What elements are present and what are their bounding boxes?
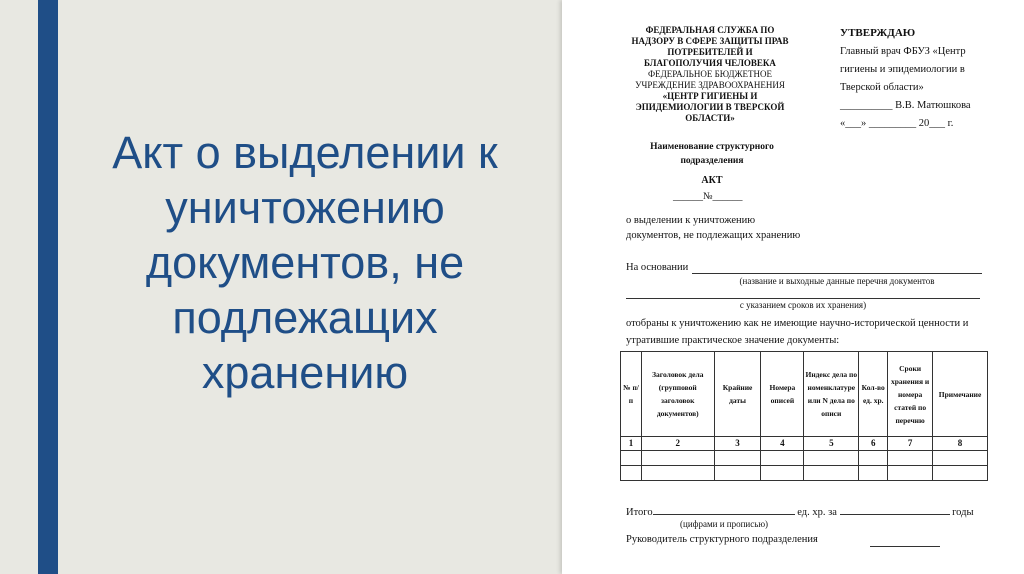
basis-line [692, 273, 982, 274]
head-label: Руководитель структурного подразделения [626, 534, 818, 545]
org-header-line: УЧРЕЖДЕНИЕ ЗДРАВООХРАНЕНИЯ [635, 80, 785, 90]
table-cell [888, 466, 933, 481]
total-years: годы [952, 507, 974, 518]
approval-signature: __________ В.В. Матюшкова [840, 100, 971, 111]
table-cell: 2 [641, 437, 714, 451]
approval-date: «___» _________ 20___ г. [840, 118, 954, 129]
table-cell: 3 [714, 437, 761, 451]
table-cell [888, 451, 933, 466]
table-cell [859, 451, 888, 466]
table-header-row [621, 352, 988, 437]
table-cell [641, 451, 714, 466]
total-blank [653, 514, 795, 515]
table-cell [761, 466, 804, 481]
org-header-line: ФЕДЕРАЛЬНАЯ СЛУЖБА ПО [645, 25, 775, 35]
org-header-line: ОБЛАСТИ» [685, 113, 735, 123]
accent-stripe [38, 0, 58, 574]
table-cell: 6 [859, 437, 888, 451]
approval-line: Главный врач ФБУЗ «Центр [840, 46, 966, 57]
approval-line: гигиены и эпидемиологии в [840, 64, 965, 75]
table-cell [859, 466, 888, 481]
table-header-cell: Индекс дела по номенклатуре или N дела по описи [804, 352, 859, 437]
org-header-line: ЭПИДЕМИОЛОГИИ В ТВЕРСКОЙ [635, 102, 785, 112]
basis-hint-2: с указанием сроков их хранения) [739, 300, 867, 310]
total-years-blank [840, 514, 950, 515]
table-cell [933, 466, 988, 481]
act-subject-line: о выделении к уничтожению [626, 215, 756, 226]
table-cell: 5 [804, 437, 859, 451]
table-cell [641, 466, 714, 481]
table-row [621, 451, 988, 466]
table-header-cell: Кол-во ед. хр. [859, 352, 888, 437]
table-header-cell: Сроки хранения и номера статей по перечню [888, 352, 933, 437]
unit-name [632, 140, 792, 168]
approval-title: УТВЕРЖДАЮ [840, 27, 916, 39]
org-header-line: НАДЗОРУ В СФЕРЕ ЗАЩИТЫ ПРАВ [631, 36, 789, 46]
approval-line: Тверской области» [840, 82, 924, 93]
act-subject-line: документов, не подлежащих хранению [626, 230, 801, 241]
table-cell [804, 451, 859, 466]
basis-line-2 [626, 298, 980, 299]
unit-name-line: Наименование структурного [650, 142, 774, 152]
table-header-cell: Примечание [933, 352, 988, 437]
table-row [621, 437, 988, 451]
total-hint: (цифрами и прописью) [680, 519, 769, 529]
total-label: Итого [626, 507, 653, 518]
total-units: ед. хр. за [797, 507, 837, 518]
unit-name-line: подразделения [680, 156, 744, 166]
table-row [621, 466, 988, 481]
org-header-line: ФЕДЕРАЛЬНОЕ БЮДЖЕТНОЕ [647, 69, 773, 79]
selected-text-line: отобраны к уничтожению как не имеющие научно-исторической ценности и [626, 318, 969, 329]
table-cell: 4 [761, 437, 804, 451]
documents-table [620, 351, 988, 481]
table-cell: 1 [621, 437, 642, 451]
act-title: АКТ [701, 175, 723, 186]
table-cell [621, 466, 642, 481]
table-cell [714, 466, 761, 481]
table-header-cell: Номера описей [761, 352, 804, 437]
table-header-cell: Крайние даты [714, 352, 761, 437]
act-subject [626, 213, 800, 243]
table-cell: 8 [933, 437, 988, 451]
total-row [626, 507, 974, 518]
slide-title: Акт о выделении к уничтожению документов, не подлежащих хранению [112, 127, 498, 398]
org-header-line: «ЦЕНТР ГИГИЕНЫ И [662, 91, 758, 101]
table-cell [933, 451, 988, 466]
org-header-line: ПОТРЕБИТЕЛЕЙ И [667, 47, 753, 57]
basis-label: На основании [626, 262, 689, 273]
act-number: ______№______ [673, 191, 743, 202]
table-cell [761, 451, 804, 466]
table-header-cell: № п/п [621, 352, 642, 437]
table-cell [714, 451, 761, 466]
table-cell: 7 [888, 437, 933, 451]
head-signature-line [870, 546, 940, 547]
table-cell [621, 451, 642, 466]
approval-block [840, 24, 971, 133]
selected-text [626, 315, 968, 349]
selected-text-line: утратившие практическое значение документы: [626, 335, 840, 346]
basis-hint: (название и выходные данные перечня документов [739, 276, 935, 286]
table-header-cell: Заголовок дела (групповой заголовок документов) [641, 352, 714, 437]
table-cell [804, 466, 859, 481]
org-header [610, 25, 810, 124]
document-page [562, 0, 1024, 574]
org-header-line: БЛАГОПОЛУЧИЯ ЧЕЛОВЕКА [644, 58, 776, 68]
